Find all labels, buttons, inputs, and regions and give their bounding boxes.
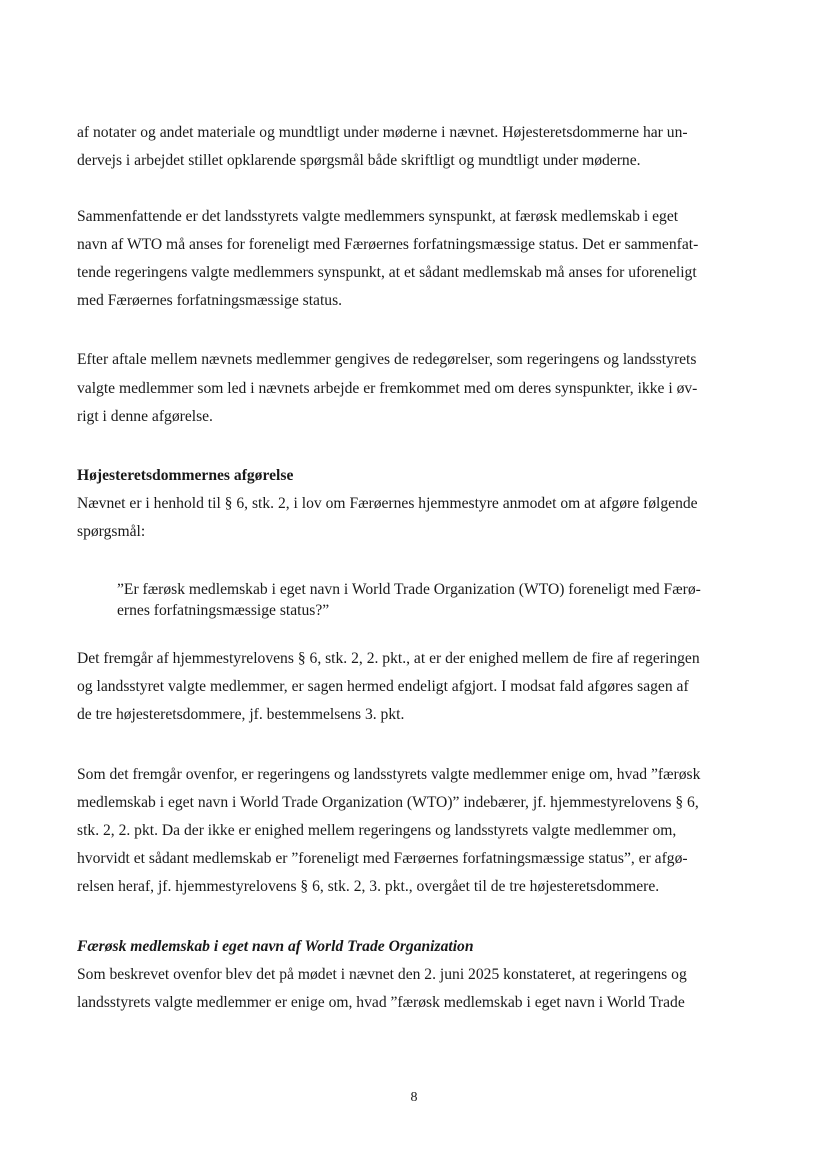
paragraph-5-line-1: Det fremgår af hjemmestyrelovens § 6, stk. 2, 2. pkt., at er der enighed mellem de fire af regeringen	[77, 650, 700, 667]
quote-line-2: ernes forfatningsmæssige status?”	[117, 602, 330, 619]
paragraph-6-line-3: stk. 2, 2. pkt. Da der ikke er enighed mellem regeringens og landsstyrets valgte medlemmer om,	[77, 822, 677, 839]
paragraph-6-line-1: Som det fremgår ovenfor, er regeringens og landsstyrets valgte medlemmer enige om, hvad ”færøsk	[77, 766, 701, 783]
paragraph-4-line-1: Nævnet er i henhold til § 6, stk. 2, i lov om Færøernes hjemmestyre anmodet om at afgøre følgende	[77, 495, 698, 512]
page-number: 8	[410, 1090, 418, 1105]
paragraph-6-line-5: relsen heraf, jf. hjemmestyrelovens § 6, stk. 2, 3. pkt., overgået til de tre højesteretsdommere.	[77, 878, 660, 895]
subheading: Færøsk medlemskab i eget navn af World Trade Organization	[77, 938, 474, 955]
paragraph-3-line-1: Efter aftale mellem nævnets medlemmer gengives de redegørelser, som regeringens og landsstyrets	[77, 351, 697, 368]
paragraph-2-line-4: med Færøernes forfatningsmæssige status.	[77, 292, 343, 309]
paragraph-3-line-3: rigt i denne afgørelse.	[77, 408, 213, 425]
paragraph-1-line-2: dervejs i arbejdet stillet opklarende spørgsmål både skriftligt og mundtligt under møderne.	[77, 152, 641, 169]
paragraph-3-line-2: valgte medlemmer som led i nævnets arbejde er fremkommet med om deres synspunkter, ikke i øv-	[77, 380, 698, 397]
paragraph-7-line-2: landsstyrets valgte medlemmer er enige om, hvad ”færøsk medlemskab i eget navn i World Trade	[77, 994, 685, 1011]
paragraph-2-line-2: navn af WTO må anses for foreneligt med Færøernes forfatningsmæssige status. Det er sammenfat-	[77, 236, 699, 253]
paragraph-2-line-1: Sammenfattende er det landsstyrets valgte medlemmers synspunkt, at færøsk medlemskab i eget	[77, 208, 679, 225]
paragraph-1-line-1: af notater og andet materiale og mundtligt under møderne i nævnet. Højesteretsdommerne har un-	[77, 124, 688, 141]
paragraph-2-line-3: tende regeringens valgte medlemmers synspunkt, at et sådant medlemskab må anses for uforeneligt	[77, 264, 697, 281]
quote-line-1: ”Er færøsk medlemskab i eget navn i World Trade Organization (WTO) foreneligt med Færø-	[117, 581, 701, 598]
paragraph-6-line-2: medlemskab i eget navn i World Trade Organization (WTO)” indebærer, jf. hjemmestyrelovens § 6,	[77, 794, 699, 811]
paragraph-7-line-1: Som beskrevet ovenfor blev det på mødet i nævnet den 2. juni 2025 konstateret, at regeringens og	[77, 966, 687, 983]
paragraph-5-line-2: og landsstyret valgte medlemmer, er sagen hermed endeligt afgjort. I modsat fald afgøres sagen af	[77, 678, 689, 695]
section-heading: Højesteretsdommernes afgørelse	[77, 467, 294, 484]
paragraph-4-line-2: spørgsmål:	[77, 523, 146, 540]
paragraph-6-line-4: hvorvidt et sådant medlemskab er ”foreneligt med Færøernes forfatningsmæssige status”, er afgø-	[77, 850, 688, 867]
paragraph-5-line-3: de tre højesteretsdommere, jf. bestemmelsens 3. pkt.	[77, 706, 405, 723]
